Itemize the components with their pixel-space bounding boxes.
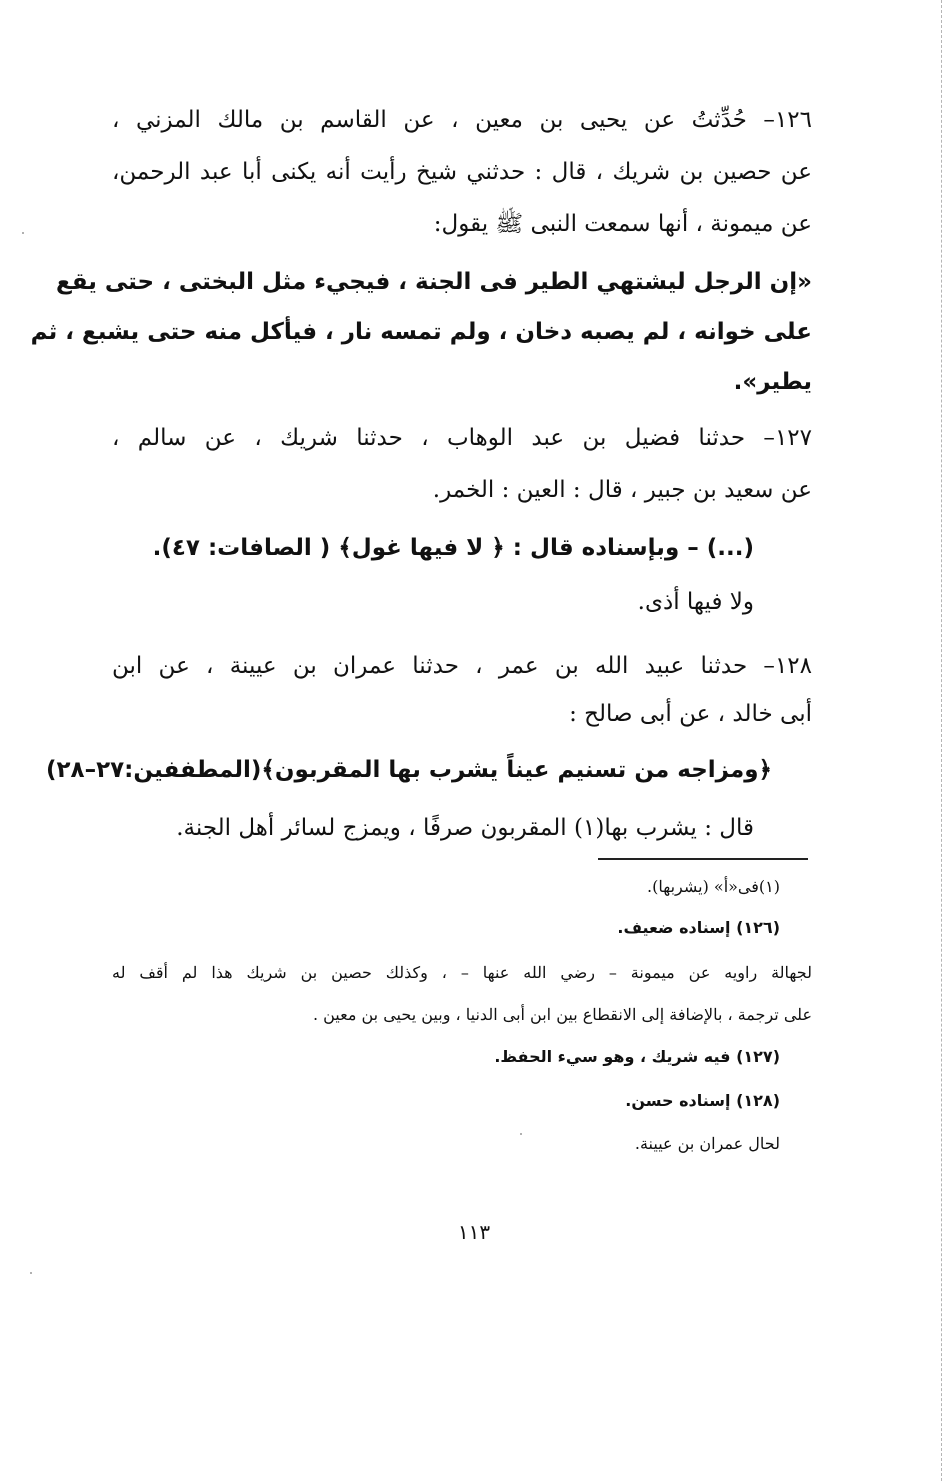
hadith-126-quote-2: على خوانه ، لم يصبه دخان ، ولم تمسه نار ، فيأكل منه حتى يشبع ، ثم: [30, 319, 812, 345]
hadith-127-verse-line: (...) – وبإسناده قال : ﴿ لا فيها غول﴾ ( الصافات: ٤٧).: [152, 535, 754, 561]
page-edge: [940, 0, 942, 1481]
hadith-128-verse: ﴿ومزاجه من تسنيم عيناً يشرب بها المقربون﴾(المطففين:٢٧–٢٨): [46, 757, 772, 783]
hadith-128-line-2: أبى خالد ، عن أبى صالح :: [569, 701, 812, 727]
footnote-127-label: (١٢٧) فيه شريك ، وهو سيء الحفظ.: [494, 1047, 780, 1066]
hadith-126-quote-1: «إن الرجل ليشتهي الطير فى الجنة ، فيجيء مثل البختى ، حتى يقع: [55, 269, 812, 295]
footnote-separator: [598, 858, 808, 860]
hadith-127-line-1: ١٢٧– حدثنا فضيل بن عبد الوهاب ، حدثنا شريك ، عن سالم ،: [112, 425, 812, 451]
hadith-126-line-2: عن حصين بن شريك ، قال : حدثني شيخ رأيت أنه يكنى أبا عبد الرحمن،: [112, 159, 812, 185]
hadith-127-line-4: ولا فيها أذى.: [637, 589, 754, 615]
hadith-126-quote-3: يطير».: [733, 369, 812, 395]
footnote-126-label: (١٢٦) إسناده ضعيف.: [617, 918, 780, 937]
hadith-126-line-1: ١٢٦– حُدِّثتُ عن يحيى بن معين ، عن القاسم بن مالك المزني ،: [112, 107, 812, 133]
footnote-126-text-2: على ترجمة ، بالإضافة إلى الانقطاع بين ابن أبى الدنيا ، وبين يحيى بن معين .: [312, 1005, 812, 1024]
footnote-1: (١)فى«أ» (يشربها).: [646, 877, 780, 896]
footnote-126-text-1: لجهالة راويه عن ميمونة – رضي الله عنها – ، وكذلك حصين بن شريك هذا لم أقف له: [112, 963, 812, 982]
footnote-128-label: (١٢٨) إسناده حسن.: [625, 1091, 780, 1110]
hadith-126-line-3: عن ميمونة ، أنها سمعت النبى ﷺ يقول:: [433, 211, 812, 237]
main-text: [30, 0, 812, 1481]
hadith-128-line-3: قال : يشرب بها(١) المقربون صرفًا ، ويمزج لسائر أهل الجنة.: [176, 815, 754, 841]
page-number: ١١٣: [457, 1220, 491, 1244]
scan-speck: [30, 1272, 32, 1274]
hadith-128-line-1: ١٢٨– حدثنا عبيد الله بن عمر ، حدثنا عمران بن عيينة ، عن ابن: [112, 653, 812, 679]
hadith-127-line-2: عن سعيد بن جبير ، قال : العين : الخمر.: [432, 477, 812, 503]
scan-speck: [22, 232, 24, 234]
footnote-128-text: لحال عمران بن عيينة.: [634, 1134, 780, 1153]
